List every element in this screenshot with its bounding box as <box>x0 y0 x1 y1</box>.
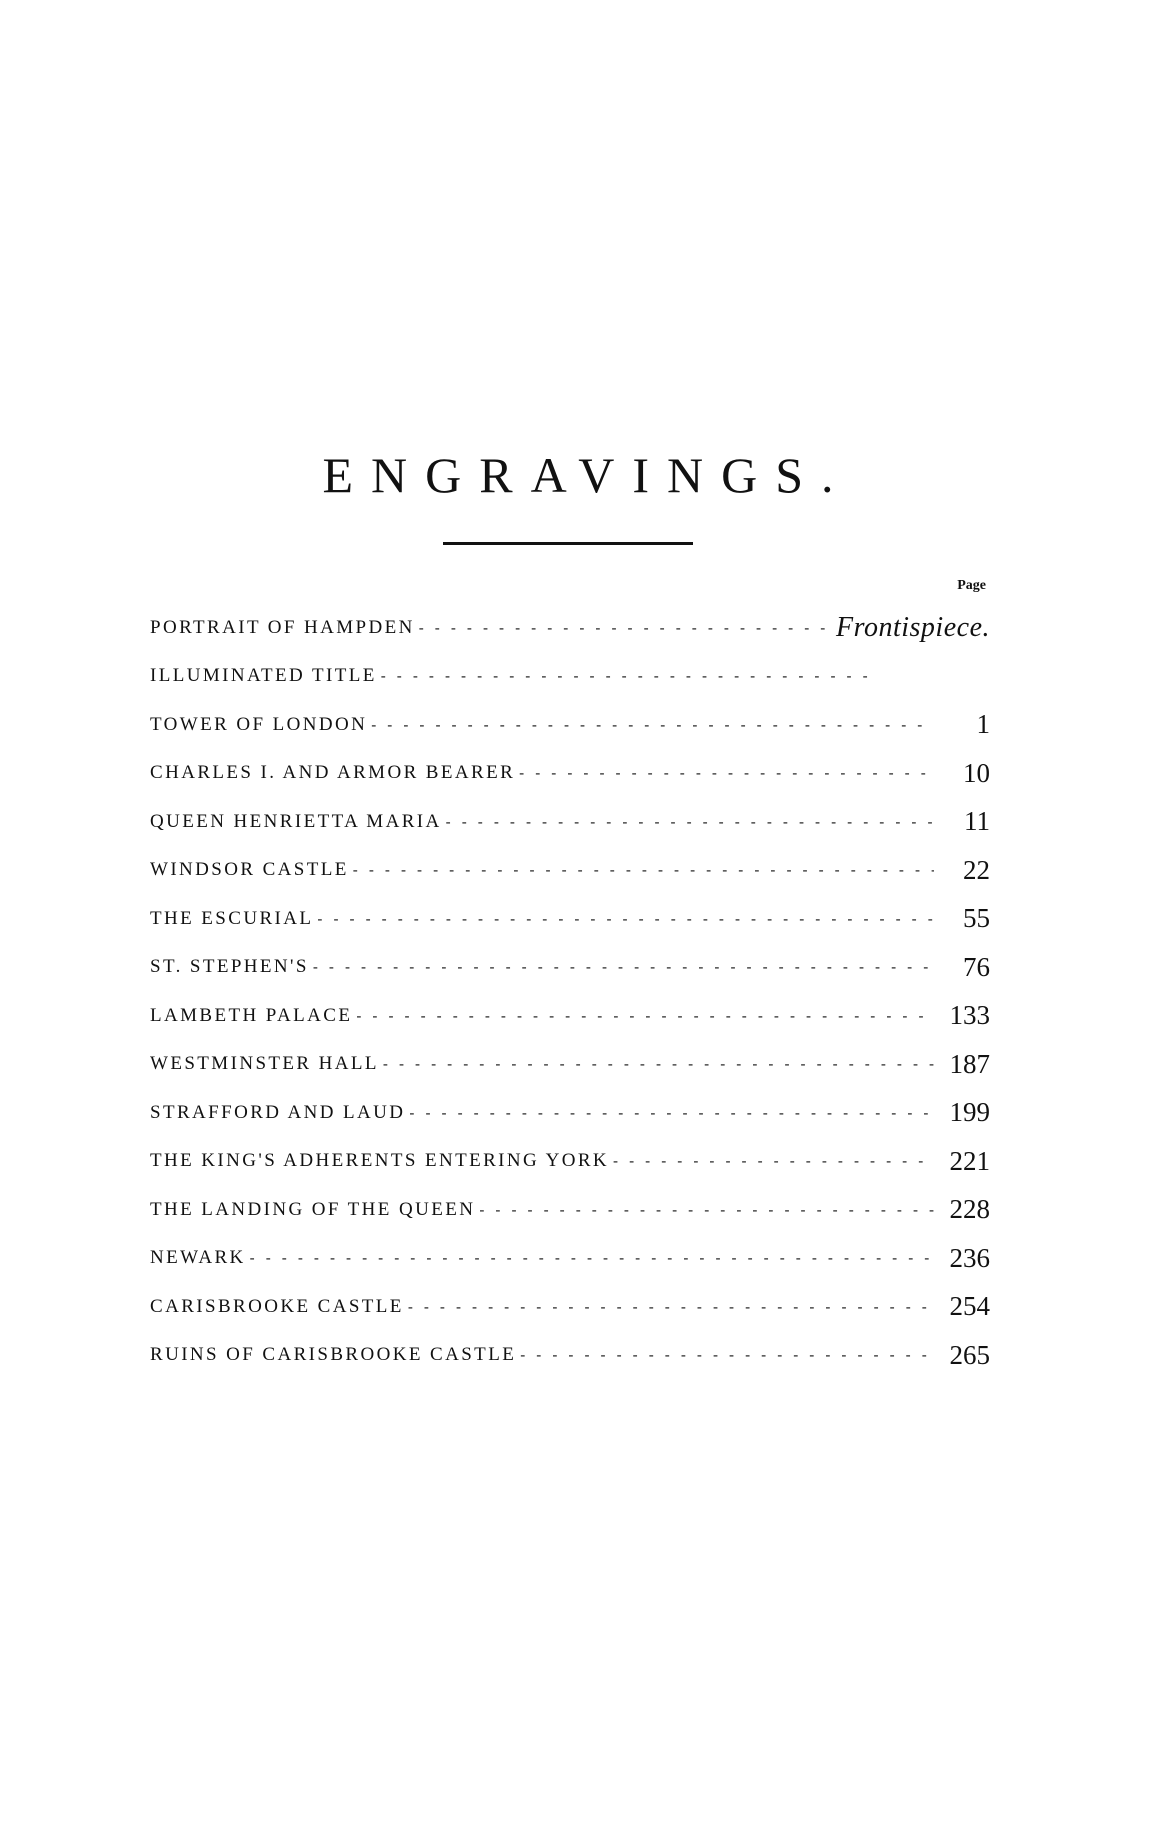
entry-title: QUEEN HENRIETTA MARIA <box>150 810 442 832</box>
entry-page: Frontispiece. <box>836 612 990 643</box>
list-item <box>150 943 990 992</box>
dot-leader <box>444 813 934 831</box>
dot-leader <box>315 910 934 928</box>
title-rule-divider <box>443 542 693 545</box>
entry-page: 1 <box>976 709 990 740</box>
dot-leader <box>379 667 878 685</box>
entry-title: RUINS OF CARISBROOKE CASTLE <box>150 1344 517 1366</box>
entry-page: 76 <box>963 951 990 982</box>
entry-page: 11 <box>964 806 990 837</box>
list-item <box>150 895 990 944</box>
list-item <box>150 701 990 750</box>
dot-leader <box>407 1104 934 1122</box>
dot-leader <box>477 1201 934 1219</box>
dot-leader <box>518 1346 934 1364</box>
entry-page: 265 <box>949 1339 990 1370</box>
entry-title: ILLUMINATED TITLE <box>150 665 377 687</box>
entry-page: 187 <box>949 1048 990 1079</box>
list-item <box>150 1283 990 1332</box>
dot-leader <box>369 716 934 734</box>
page-column-label: Page <box>957 578 986 593</box>
dot-leader <box>517 764 934 782</box>
entry-title: WINDSOR CASTLE <box>150 859 349 881</box>
dot-leader <box>311 958 934 976</box>
entry-title: CHARLES I. AND ARMOR BEARER <box>150 762 516 784</box>
entry-page: 55 <box>963 903 990 934</box>
entry-page: 10 <box>963 757 990 788</box>
entry-title: WESTMINSTER HALL <box>150 1053 379 1075</box>
list-item <box>150 798 990 847</box>
entry-page: 133 <box>949 1000 990 1031</box>
entry-title: ST. STEPHEN'S <box>150 956 309 978</box>
list-item <box>150 749 990 798</box>
entry-page: 236 <box>949 1242 990 1273</box>
entry-title: CARISBROOKE CASTLE <box>150 1295 404 1317</box>
list-item <box>150 1186 990 1235</box>
entry-page: 254 <box>949 1291 990 1322</box>
engravings-list <box>150 604 990 1380</box>
dot-leader <box>248 1249 934 1267</box>
list-item <box>150 1040 990 1089</box>
list-item <box>150 1089 990 1138</box>
entry-title: TOWER OF LONDON <box>150 713 368 735</box>
entry-page: 228 <box>949 1194 990 1225</box>
dot-leader <box>381 1055 934 1073</box>
entry-title: NEWARK <box>150 1247 246 1269</box>
entry-page: 199 <box>949 1097 990 1128</box>
list-item <box>150 846 990 895</box>
page-title: ENGRAVINGS. <box>322 447 852 503</box>
list-item <box>150 1331 990 1380</box>
list-item <box>150 604 990 652</box>
entry-page: 22 <box>963 854 990 885</box>
entry-title: PORTRAIT OF HAMPDEN <box>150 617 415 638</box>
dot-leader <box>417 619 830 637</box>
entry-title: LAMBETH PALACE <box>150 1004 353 1026</box>
entry-title: THE KING'S ADHERENTS ENTERING YORK <box>150 1150 610 1172</box>
entry-title: THE LANDING OF THE QUEEN <box>150 1198 476 1220</box>
dot-leader <box>611 1152 934 1170</box>
entry-title: STRAFFORD AND LAUD <box>150 1101 406 1123</box>
dot-leader <box>351 861 934 879</box>
entry-page: 221 <box>949 1145 990 1176</box>
list-item <box>150 652 990 701</box>
list-item <box>150 1137 990 1186</box>
list-item <box>150 992 990 1041</box>
dot-leader <box>354 1007 934 1025</box>
dot-leader <box>406 1298 934 1316</box>
list-item <box>150 1234 990 1283</box>
entry-title: THE ESCURIAL <box>150 907 314 929</box>
